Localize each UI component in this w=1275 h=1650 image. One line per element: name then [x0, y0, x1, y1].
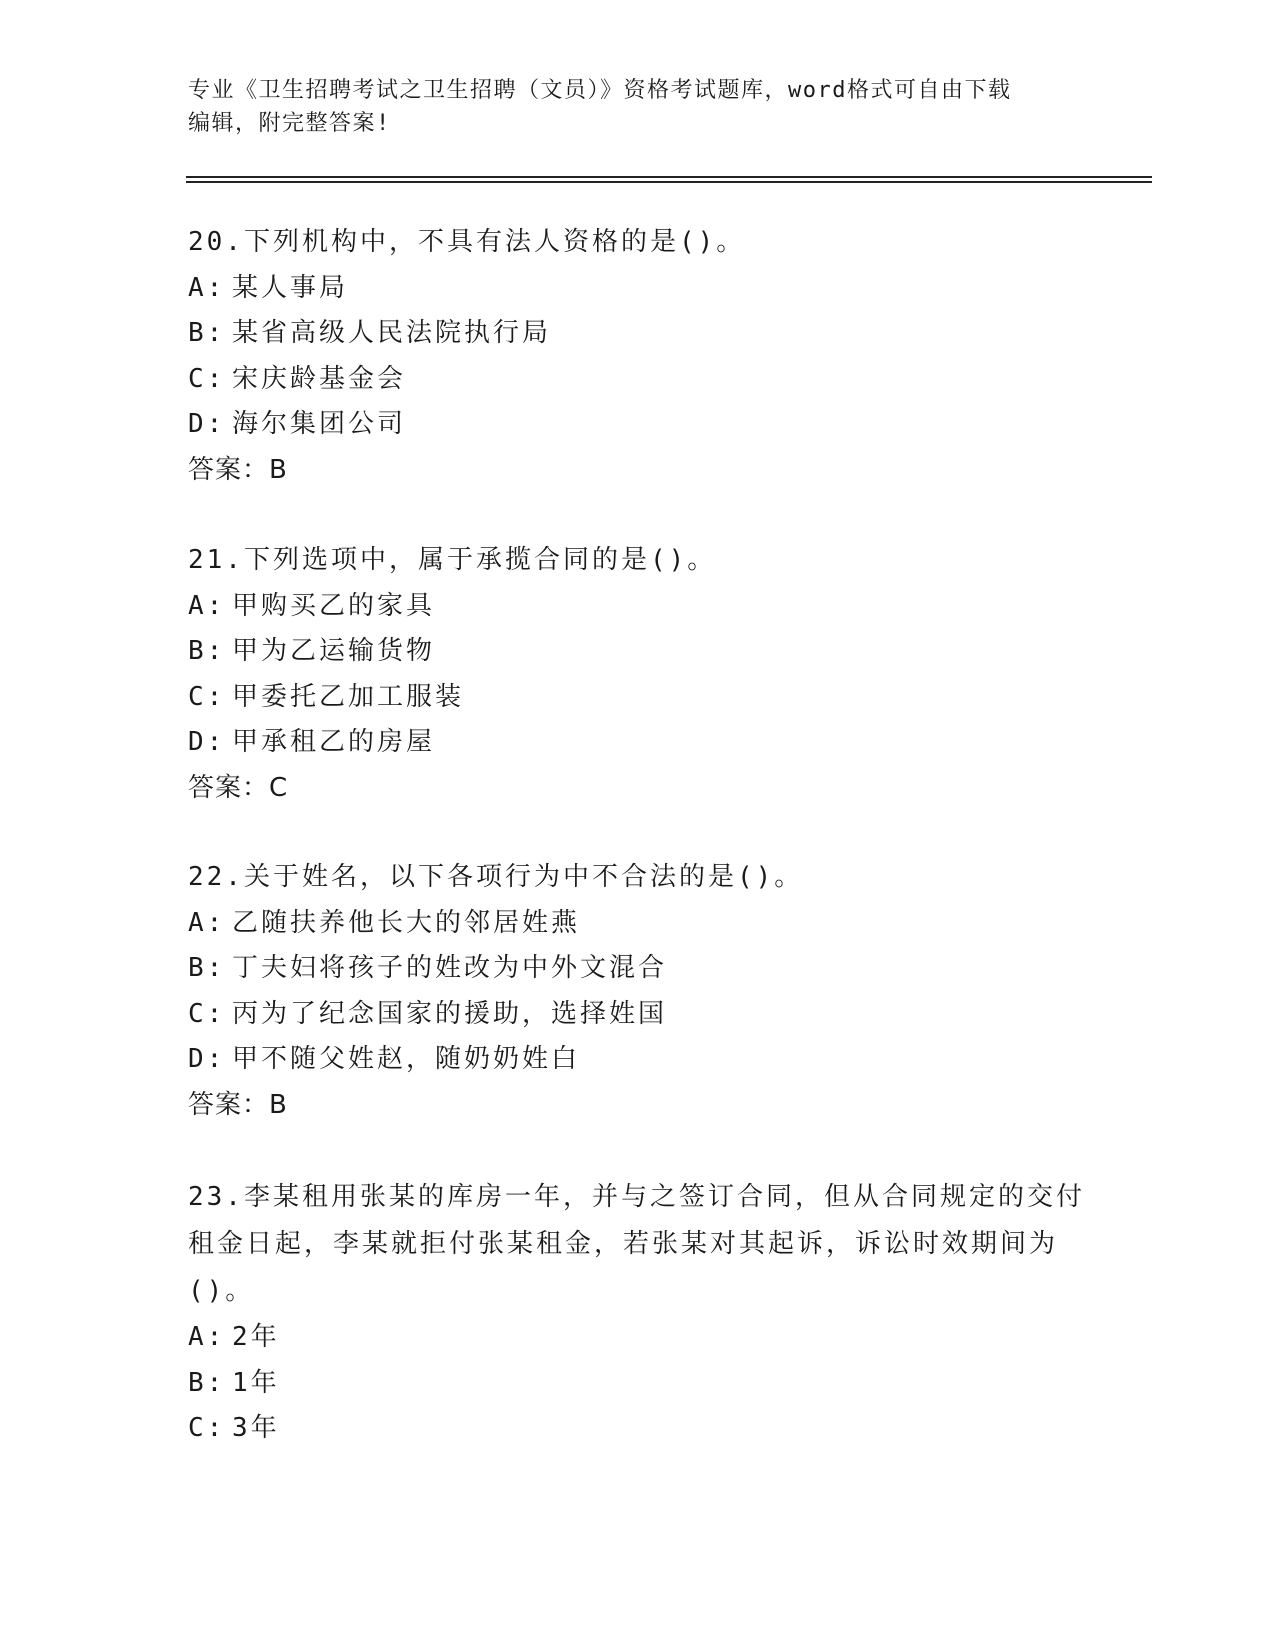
option-label: B: — [188, 318, 226, 348]
document-header — [188, 74, 1088, 140]
option-c — [188, 357, 1088, 403]
option-text: 3年 — [232, 1413, 280, 1443]
question-20 — [188, 220, 1088, 493]
option-text: 2年 — [232, 1322, 280, 1352]
option-a — [188, 584, 1088, 630]
question-22 — [188, 855, 1088, 1128]
option-c — [188, 675, 1088, 721]
option-text: 甲承租乙的房屋 — [232, 727, 436, 757]
option-label: B: — [188, 953, 226, 983]
option-label: A: — [188, 1322, 226, 1352]
option-label: D: — [188, 727, 226, 757]
option-label: D: — [188, 409, 226, 439]
option-text: 甲委托乙加工服装 — [232, 681, 465, 712]
option-a — [188, 1315, 1088, 1361]
option-c — [188, 992, 1088, 1038]
header-line-1: 专业《卫生招聘考试之卫生招聘（文员）》资格考试题库，word格式可自由下载 — [188, 78, 1012, 103]
option-d — [188, 402, 1088, 448]
option-label: A: — [188, 907, 226, 938]
question-23 — [188, 1174, 1088, 1452]
option-text: 甲不随父姓赵，随奶奶姓白 — [232, 1044, 581, 1074]
option-text: 丁夫妇将孩子的姓改为中外文混合 — [232, 953, 668, 983]
option-label: C: — [188, 998, 226, 1029]
option-text: 1年 — [232, 1367, 280, 1398]
option-b — [188, 1361, 1088, 1407]
option-text: 某人事局 — [232, 272, 349, 303]
question-stem: 21.下列选项中，属于承揽合同的是()。 — [188, 545, 717, 575]
question-stem-line-3: ()。 — [188, 1276, 255, 1306]
answer: 答案：C — [188, 772, 289, 803]
answer: 答案：B — [188, 1089, 288, 1120]
option-label: A: — [188, 272, 226, 303]
option-d — [188, 1037, 1088, 1083]
option-text: 甲为乙运输货物 — [232, 636, 436, 666]
option-label: C: — [188, 681, 226, 712]
option-label: B: — [188, 1367, 226, 1398]
option-text: 某省高级人民法院执行局 — [232, 318, 552, 348]
option-text: 丙为了纪念国家的援助，选择姓国 — [232, 998, 668, 1029]
option-b — [188, 311, 1088, 357]
option-label: D: — [188, 1044, 226, 1074]
option-text: 海尔集团公司 — [232, 409, 407, 439]
option-c — [188, 1406, 1088, 1452]
option-b — [188, 629, 1088, 675]
option-label: A: — [188, 590, 226, 621]
option-label: B: — [188, 636, 226, 666]
option-a — [188, 266, 1088, 312]
option-label: C: — [188, 363, 226, 394]
header-divider-bottom — [186, 181, 1152, 183]
option-text: 乙随扶养他长大的邻居姓燕 — [232, 907, 581, 938]
question-21 — [188, 538, 1088, 811]
question-stem-line-2: 租金日起，李某就拒付张某租金，若张某对其起诉，诉讼时效期间为 — [188, 1229, 1059, 1259]
question-stem: 22.关于姓名，以下各项行为中不合法的是()。 — [188, 862, 804, 892]
option-a — [188, 901, 1088, 947]
option-d — [188, 720, 1088, 766]
question-stem-line-1: 23.李某租用张某的库房一年，并与之签订合同，但从合同规定的交付 — [188, 1182, 1085, 1212]
option-b — [188, 946, 1088, 992]
option-text: 甲购买乙的家具 — [232, 590, 436, 621]
option-text: 宋庆龄基金会 — [232, 363, 407, 394]
option-label: C: — [188, 1413, 226, 1443]
question-stem: 20.下列机构中，不具有法人资格的是()。 — [188, 227, 746, 257]
header-divider-top — [186, 176, 1152, 178]
answer: 答案：B — [188, 454, 288, 485]
header-line-2: 编辑，附完整答案! — [188, 111, 391, 136]
